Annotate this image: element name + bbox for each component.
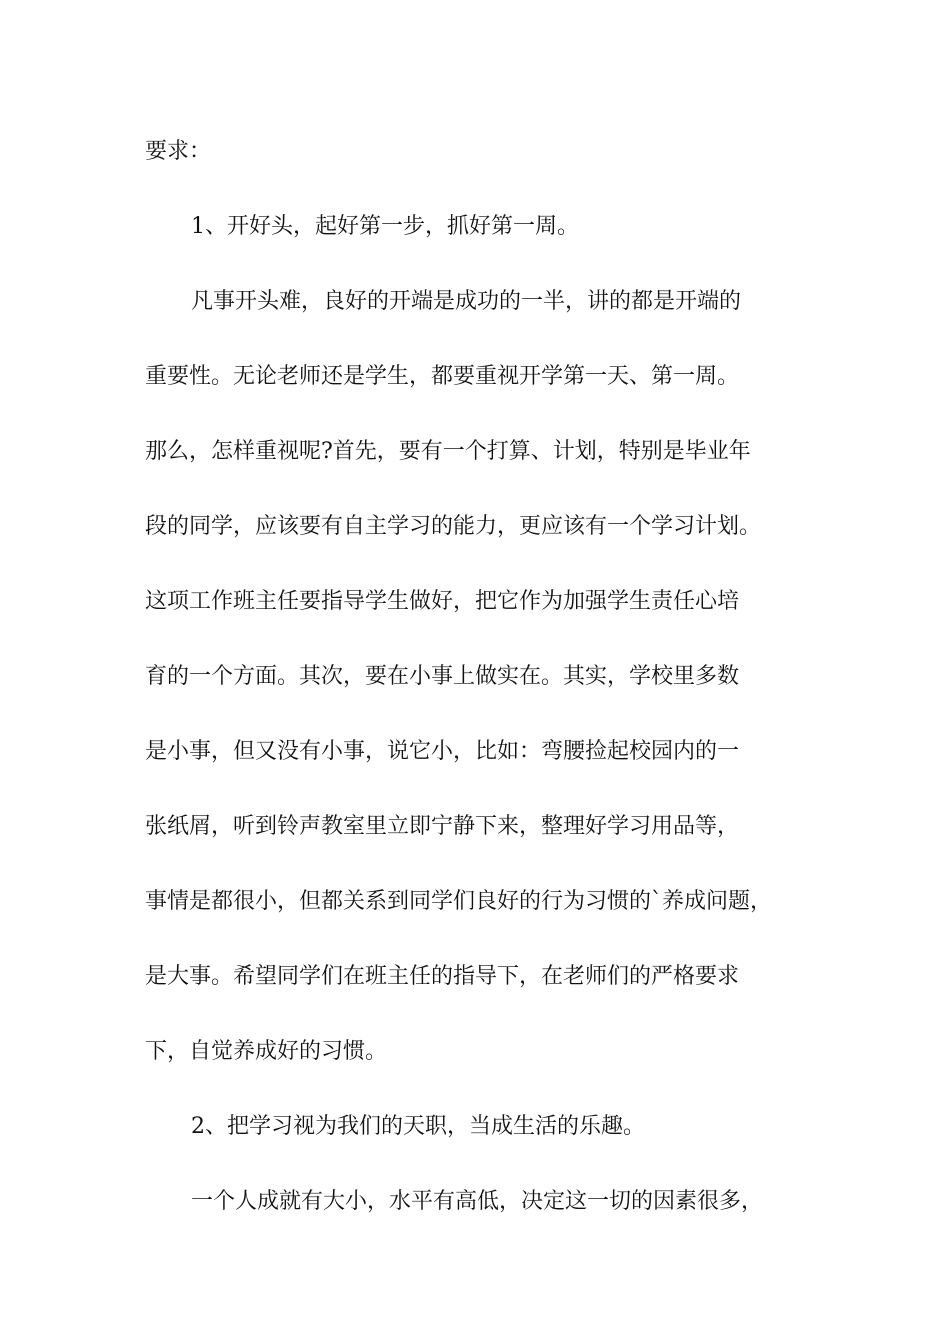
line-item-2-heading: 2、把学习视为我们的天职，当成生活的乐趣。	[191, 1114, 645, 1139]
paragraph-line: 事情是都很小，但都关系到同学们良好的行为习惯的`养成问题，	[145, 889, 773, 914]
paragraph-line: 一个人成就有大小，水平有高低，决定这一切的因素很多，	[191, 1189, 764, 1214]
paragraph-line: 下，自觉养成好的习惯。	[145, 1039, 388, 1064]
line-requirements-heading: 要求：	[145, 139, 212, 164]
paragraph-line: 是大事。希望同学们在班主任的指导下，在老师们的严格要求	[145, 964, 740, 989]
paragraph-line: 那么，怎样重视呢?首先，要有一个打算、计划，特别是毕业年	[145, 439, 751, 464]
paragraph-line: 张纸屑，听到铃声教室里立即宁静下来，整理好学习用品等，	[145, 814, 740, 839]
paragraph-line: 是小事，但又没有小事，说它小，比如：弯腰捡起校园内的一	[145, 739, 740, 764]
paragraph-line: 凡事开头难，良好的开端是成功的一半，讲的都是开端的	[191, 289, 742, 314]
paragraph-line: 重要性。无论老师还是学生，都要重视开学第一天、第一周。	[145, 364, 740, 389]
paragraph-line: 段的同学，应该要有自主学习的能力，更应该有一个学习计划。	[145, 514, 762, 539]
paragraph-line: 育的一个方面。其次，要在小事上做实在。其实，学校里多数	[145, 664, 740, 689]
paragraph-line: 这项工作班主任要指导学生做好，把它作为加强学生责任心培	[145, 589, 740, 614]
line-item-1-heading: 1、开好头，起好第一步，抓好第一周。	[191, 214, 579, 239]
